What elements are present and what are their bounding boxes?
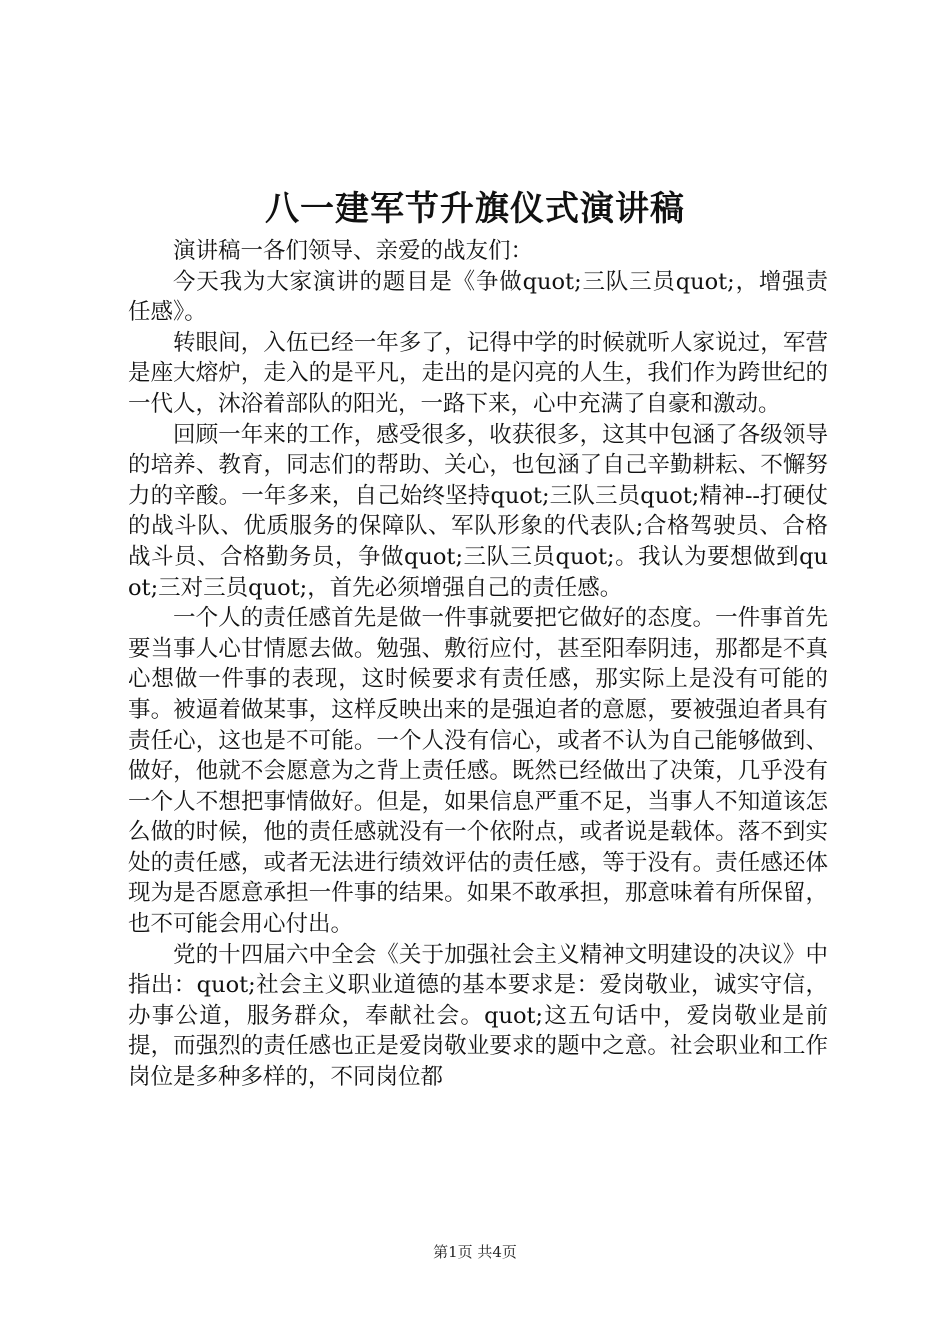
page-number-footer: 第1页 共4页: [433, 1243, 517, 1261]
paragraph: 一个人的责任感首先是做一件事就要把它做好的态度。一件事首先要当事人心甘情愿去做。勉强、敷衍应付，甚至阳奉阴违，那都是不真心想做一件事的表现，这时候要求有责任感，那实际上是没有可能的事。被逼着做某事，这样反映出来的是强迫者的意愿，要被强迫者具有责任心，这也是不可能。一个人没有信心，或者不认为自己能够做到、做好，他就不会愿意为之背上责任感。既然已经做出了决策，几乎没有一个人不想把事情做好。但是，如果信息严重不足，当事人不知道该怎么做的时候，他的责任感就没有一个依附点，或者说是载体。落不到实处的责任感，或者无法进行绩效评估的责任感，等于没有。责任感还体现为是否愿意承担一件事的结果。如果不敢承担，那意味着有所保留，也不可能会用心付出。: [128, 605, 828, 938]
paragraph: 转眼间，入伍已经一年多了，记得中学的时候就听人家说过，军营是座大熔炉，走入的是平凡，走出的是闪亮的人生，我们作为跨世纪的一代人，沐浴着部队的阳光，一路下来，心中充满了自豪和激动。: [128, 329, 828, 417]
paragraph: 演讲稿一各们领导、亲爱的战友们：: [173, 238, 534, 264]
paragraph: 党的十四届六中全会《关于加强社会主义精神文明建设的决议》中指出：quot;社会主义职业道德的基本要求是：爱岗敬业，诚实守信，办事公道，服务群众，奉献社会。quot;这五句话中，爱岗敬业是前提，而强烈的责任感也正是爱岗敬业要求的题中之意。社会职业和工作岗位是多种多样的，不同岗位都: [128, 941, 828, 1091]
document-body: [128, 236, 828, 1093]
document-title: 八一建军节升旗仪式演讲稿: [265, 189, 685, 229]
paragraph: 回顾一年来的工作，感受很多，收获很多，这其中包涵了各级领导的培养、教育，同志们的帮助、关心，也包涵了自己辛勤耕耘、不懈努力的辛酸。一年多来，自己始终坚持quot;三队三员quot;精神--打硬仗的战斗队、优质服务的保障队、军队形象的代表队;合格驾驶员、合格战斗员、合格勤务员，争做quot;三队三员quot;。我认为要想做到quot;三对三员quot;，首先必须增强自己的责任感。: [128, 421, 828, 601]
paragraph: 今天我为大家演讲的题目是《争做quot;三队三员quot;，增强责任感》。: [128, 268, 828, 326]
